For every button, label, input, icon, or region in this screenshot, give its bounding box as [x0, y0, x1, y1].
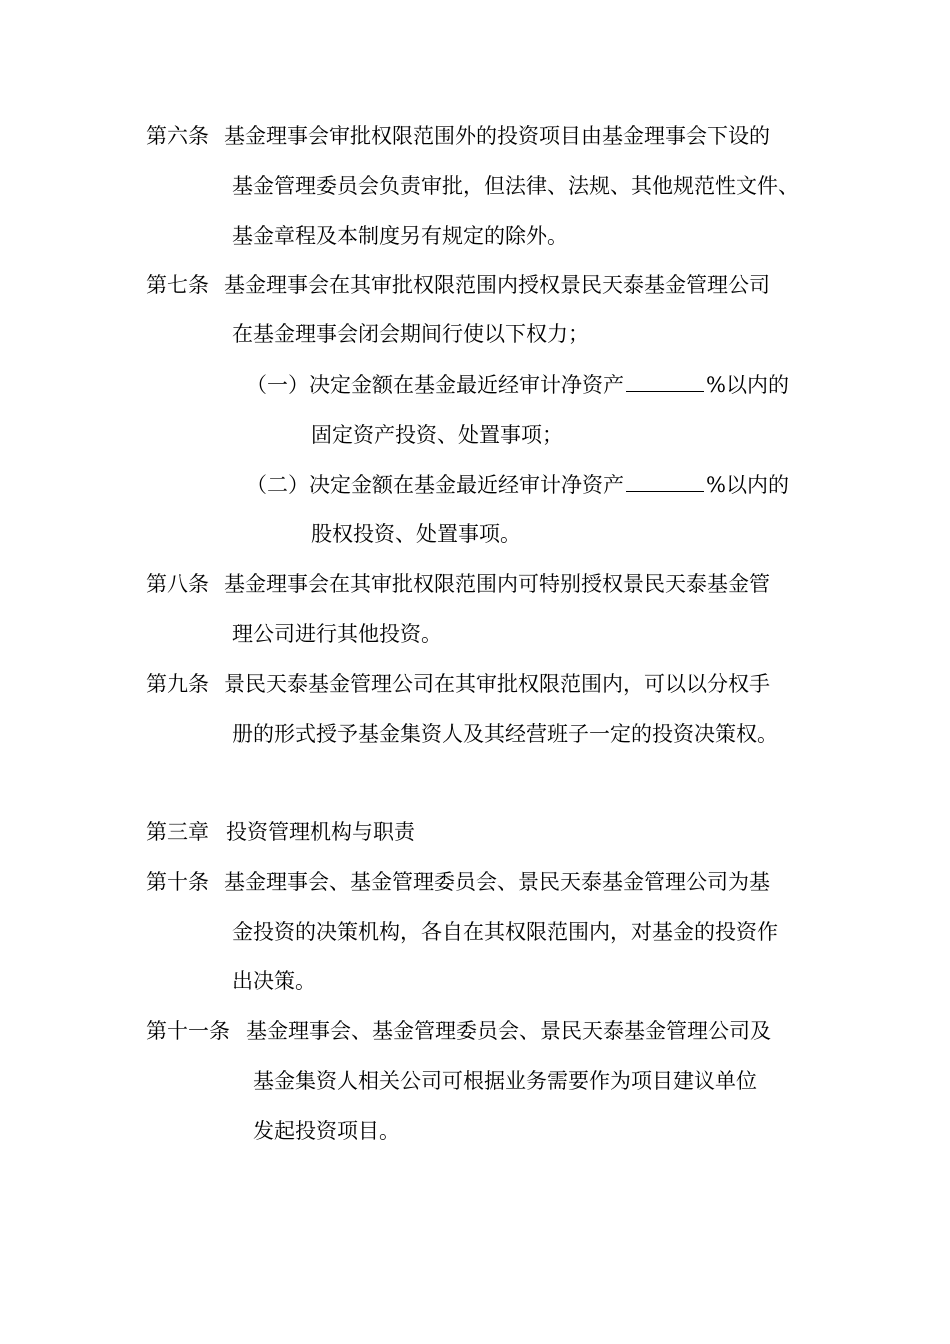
article-11-text-1: 基金理事会、基金管理委员会、景民天泰基金管理公司及 [246, 1019, 771, 1043]
item-1-marker: （一） [246, 373, 309, 397]
article-11-line-3: 发起投资项目。 [253, 1119, 400, 1143]
article-6-label: 第六条 [146, 124, 209, 148]
article-6-line-2: 基金管理委员会负责审批，但法律、法规、其他规范性文件、 [232, 174, 799, 198]
article-7-text-1: 基金理事会在其审批权限范围内授权景民天泰基金管理公司 [224, 273, 770, 297]
article-8-text-1: 基金理事会在其审批权限范围内可特别授权景民天泰基金管 [224, 572, 770, 596]
article-11-label: 第十一条 [146, 1019, 230, 1043]
article-11-line-2: 基金集资人相关公司可根据业务需要作为项目建议单位 [253, 1069, 757, 1093]
article-7-line-2: 在基金理事会闭会期间行使以下权力； [232, 322, 589, 346]
article-10-label: 第十条 [146, 870, 209, 894]
article-10-line-1 [146, 867, 770, 897]
article-6-line-1 [146, 121, 770, 151]
article-9-line-1 [146, 669, 770, 699]
article-6-text-1: 基金理事会审批权限范围外的投资项目由基金理事会下设的 [224, 124, 770, 148]
article-9-line-2: 册的形式授予基金集资人及其经营班子一定的投资决策权。 [232, 722, 778, 746]
article-7-item-2 [246, 470, 789, 500]
chapter-label: 第三章 [146, 820, 209, 844]
item-1-text-a: 决定金额在基金最近经审计净资产 [309, 373, 624, 397]
article-8-line-1 [146, 569, 770, 599]
article-9-text-1: 景民天泰基金管理公司在其审批权限范围内，可以以分权手 [224, 672, 770, 696]
article-7-line-1 [146, 270, 770, 300]
article-9-label: 第九条 [146, 672, 209, 696]
chapter-title: 投资管理机构与职责 [226, 820, 415, 844]
article-6-line-3: 基金章程及本制度另有规定的除外。 [232, 224, 568, 248]
article-10-line-2: 金投资的决策机构，各自在其权限范围内，对基金的投资作 [232, 920, 778, 944]
item-2-marker: （二） [246, 473, 309, 497]
article-11-line-1 [146, 1016, 771, 1046]
item-2-text-a: 决定金额在基金最近经审计净资产 [309, 473, 624, 497]
item-2-text-b: %以内的 [706, 473, 789, 497]
item-2-fill-blank[interactable] [626, 471, 704, 492]
article-7-label: 第七条 [146, 273, 209, 297]
chapter-heading [146, 817, 415, 847]
article-7-item-1 [246, 370, 789, 400]
article-10-line-3: 出决策。 [232, 969, 316, 993]
article-7-item-2-cont: 股权投资、处置事项。 [311, 522, 521, 546]
item-1-text-b: %以内的 [706, 373, 789, 397]
article-10-text-1: 基金理事会、基金管理委员会、景民天泰基金管理公司为基 [224, 870, 770, 894]
item-1-fill-blank[interactable] [626, 371, 704, 392]
article-8-line-2: 理公司进行其他投资。 [232, 622, 442, 646]
article-8-label: 第八条 [146, 572, 209, 596]
article-7-item-1-cont: 固定资产投资、处置事项； [311, 423, 563, 447]
